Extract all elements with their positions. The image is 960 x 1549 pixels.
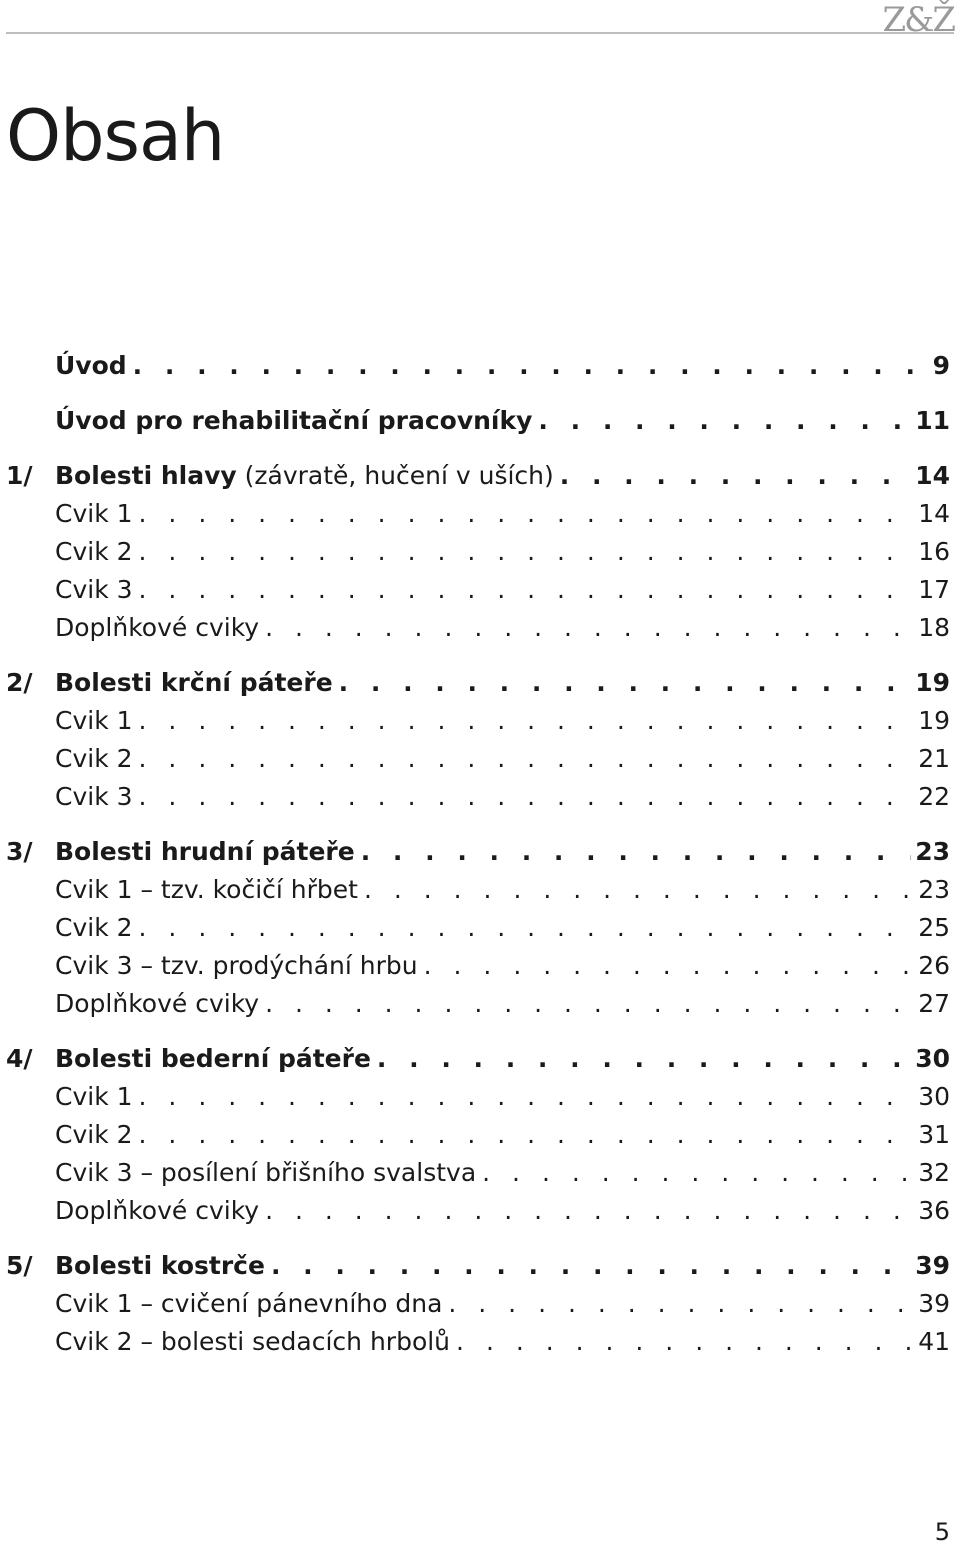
entry-title: Bolesti hlavy: [55, 460, 237, 490]
entry-title: Bolesti kostrče: [55, 1250, 265, 1280]
dot-leader: [139, 1082, 915, 1111]
toc-section: [0, 456, 960, 646]
entry-label: [55, 406, 538, 435]
entry-label: [55, 875, 364, 904]
toc-entry: [55, 1158, 950, 1187]
entry-title: Doplňkové cviky: [55, 1195, 260, 1225]
toc-section: [0, 1246, 960, 1360]
entry-title: Cvik 2 – bolesti sedacích hrbolů: [55, 1326, 451, 1356]
toc-section: [0, 1039, 960, 1229]
toc-entry: [55, 837, 950, 866]
toc-entry: [55, 951, 950, 980]
entry-title: Cvik 1: [55, 705, 133, 735]
entry-label: [55, 782, 139, 811]
entry-page-number: 22: [918, 781, 950, 811]
entry-title: Cvik 1 – cvičení pánevního dna: [55, 1288, 443, 1318]
chapter-number: 1/: [6, 460, 33, 490]
dot-leader: [271, 1251, 911, 1280]
toc-subentry-row: [0, 1115, 960, 1153]
toc-entry: [55, 782, 950, 811]
toc-entry: [55, 1120, 950, 1149]
toc-chapter-row: [0, 1246, 960, 1284]
toc-subentry-row: [0, 1284, 960, 1322]
entry-page-number: 30: [915, 1043, 950, 1073]
header-rule: [6, 32, 954, 34]
toc-entry: [55, 537, 950, 566]
toc-subentry-row: [0, 1322, 960, 1360]
entry-label: [55, 499, 139, 528]
entry-title: Cvik 2: [55, 1119, 133, 1149]
toc-entry: [55, 613, 950, 642]
dot-leader: [265, 989, 914, 1018]
entry-label: [55, 351, 133, 380]
entry-page-number: 23: [915, 836, 950, 866]
entry-page-number: 39: [918, 1288, 950, 1318]
entry-page-number: 31: [918, 1119, 950, 1149]
dot-leader: [377, 1044, 911, 1073]
toc-subentry-row: [0, 1077, 960, 1115]
toc-chapter-row: [0, 346, 960, 384]
entry-label: [55, 837, 361, 866]
entry-label: [55, 706, 139, 735]
entry-page-number: 39: [915, 1250, 950, 1280]
entry-label: [55, 1082, 139, 1111]
toc-section: [0, 832, 960, 1022]
toc-subentry-row: [0, 608, 960, 646]
entry-title: Cvik 3 – tzv. prodýchání hrbu: [55, 950, 418, 980]
entry-page-number: 41: [918, 1326, 950, 1356]
entry-page-number: 23: [918, 874, 950, 904]
chapter-number: 4/: [6, 1043, 33, 1073]
entry-label: [55, 951, 424, 980]
toc-entry: [55, 989, 950, 1018]
entry-page-number: 14: [915, 460, 950, 490]
entry-title: Bolesti krční páteře: [55, 667, 333, 697]
page-number: 5: [934, 1518, 950, 1546]
entry-label: [55, 1196, 265, 1225]
toc-subentry-row: [0, 870, 960, 908]
dot-leader: [139, 575, 915, 604]
toc-subentry-row: [0, 532, 960, 570]
entry-title: Úvod pro rehabilitační pracovníky: [55, 405, 533, 435]
dot-leader: [139, 744, 915, 773]
toc-subentry-row: [0, 1191, 960, 1229]
entry-page-number: 30: [918, 1081, 950, 1111]
toc-chapter-row: [0, 832, 960, 870]
entry-page-number: 9: [932, 350, 950, 380]
toc-subentry-row: [0, 946, 960, 984]
entry-label: [55, 1289, 448, 1318]
entry-label: [55, 989, 265, 1018]
chapter-number: 2/: [6, 667, 33, 697]
toc-section: [0, 663, 960, 815]
chapter-number: 5/: [6, 1250, 33, 1280]
toc-entry: [55, 875, 950, 904]
entry-label: [55, 1251, 271, 1280]
entry-title: Cvik 2: [55, 536, 133, 566]
entry-title: Doplňkové cviky: [55, 988, 260, 1018]
toc-section: [0, 401, 960, 439]
toc-entry: [55, 668, 950, 697]
toc-entry: [55, 1289, 950, 1318]
entry-page-number: 27: [918, 988, 950, 1018]
entry-title: Cvik 1: [55, 1081, 133, 1111]
dot-leader: [265, 613, 914, 642]
entry-title: Cvik 2: [55, 912, 133, 942]
toc-chapter-row: [0, 1039, 960, 1077]
entry-title: Cvik 1: [55, 498, 133, 528]
toc-subentry-row: [0, 1153, 960, 1191]
toc-entry: [55, 351, 950, 380]
toc-section: [0, 346, 960, 384]
dot-leader: [424, 951, 915, 980]
dot-leader: [139, 499, 915, 528]
dot-leader: [339, 668, 912, 697]
entry-page-number: 18: [918, 612, 950, 642]
dot-leader: [265, 1196, 914, 1225]
toc-subentry-row: [0, 908, 960, 946]
dot-leader: [456, 1327, 914, 1356]
entry-title: Bolesti bederní páteře: [55, 1043, 371, 1073]
chapter-number: 3/: [6, 836, 33, 866]
dot-leader: [133, 351, 916, 380]
table-of-contents: [0, 346, 960, 1377]
entry-page-number: 19: [915, 667, 950, 697]
toc-subentry-row: [0, 494, 960, 532]
entry-label: [55, 575, 139, 604]
dot-leader: [482, 1158, 914, 1187]
entry-title: Úvod: [55, 350, 127, 380]
entry-page-number: 14: [918, 498, 950, 528]
dot-leader: [560, 461, 911, 490]
entry-page-number: 26: [918, 950, 950, 980]
entry-page-number: 11: [915, 405, 950, 435]
toc-chapter-row: [0, 456, 960, 494]
entry-subtitle: (závratě, hučení v uších): [236, 460, 554, 490]
toc-entry: [55, 706, 950, 735]
dot-leader: [139, 706, 915, 735]
toc-subentry-row: [0, 777, 960, 815]
toc-entry: [55, 1082, 950, 1111]
dot-leader: [139, 782, 915, 811]
entry-title: Cvik 3: [55, 574, 133, 604]
entry-page-number: 17: [918, 574, 950, 604]
entry-title: Cvik 3 – posílení břišního svalstva: [55, 1157, 477, 1187]
toc-subentry-row: [0, 570, 960, 608]
toc-entry: [55, 1044, 950, 1073]
entry-title: Bolesti hrudní páteře: [55, 836, 355, 866]
entry-page-number: 16: [918, 536, 950, 566]
page-title: Obsah: [6, 95, 225, 177]
entry-title: Doplňkové cviky: [55, 612, 260, 642]
toc-chapter-row: [0, 663, 960, 701]
entry-label: [55, 1327, 456, 1356]
entry-page-number: 19: [918, 705, 950, 735]
toc-chapter-row: [0, 401, 960, 439]
dot-leader: [538, 406, 911, 435]
entry-label: [55, 913, 139, 942]
entry-label: [55, 744, 139, 773]
toc-entry: [55, 461, 950, 490]
toc-entry: [55, 1196, 950, 1225]
dot-leader: [448, 1289, 914, 1318]
dot-leader: [139, 1120, 915, 1149]
entry-label: [55, 461, 560, 490]
entry-label: [55, 1044, 377, 1073]
toc-entry: [55, 1251, 950, 1280]
toc-entry: [55, 575, 950, 604]
entry-page-number: 25: [918, 912, 950, 942]
dot-leader: [139, 913, 915, 942]
entry-label: [55, 1120, 139, 1149]
entry-label: [55, 668, 339, 697]
toc-subentry-row: [0, 739, 960, 777]
entry-label: [55, 613, 265, 642]
toc-entry: [55, 913, 950, 942]
toc-entry: [55, 406, 950, 435]
entry-page-number: 32: [918, 1157, 950, 1187]
entry-label: [55, 537, 139, 566]
toc-subentry-row: [0, 701, 960, 739]
dot-leader: [139, 537, 915, 566]
dot-leader: [361, 837, 911, 866]
dot-leader: [364, 875, 914, 904]
entry-title: Cvik 1 – tzv. kočičí hřbet: [55, 874, 358, 904]
entry-title: Cvik 2: [55, 743, 133, 773]
toc-subentry-row: [0, 984, 960, 1022]
entry-title: Cvik 3: [55, 781, 133, 811]
toc-entry: [55, 499, 950, 528]
entry-page-number: 36: [918, 1195, 950, 1225]
entry-label: [55, 1158, 482, 1187]
publisher-logo: Z&Ž: [882, 0, 954, 40]
toc-entry: [55, 744, 950, 773]
entry-page-number: 21: [918, 743, 950, 773]
toc-entry: [55, 1327, 950, 1356]
